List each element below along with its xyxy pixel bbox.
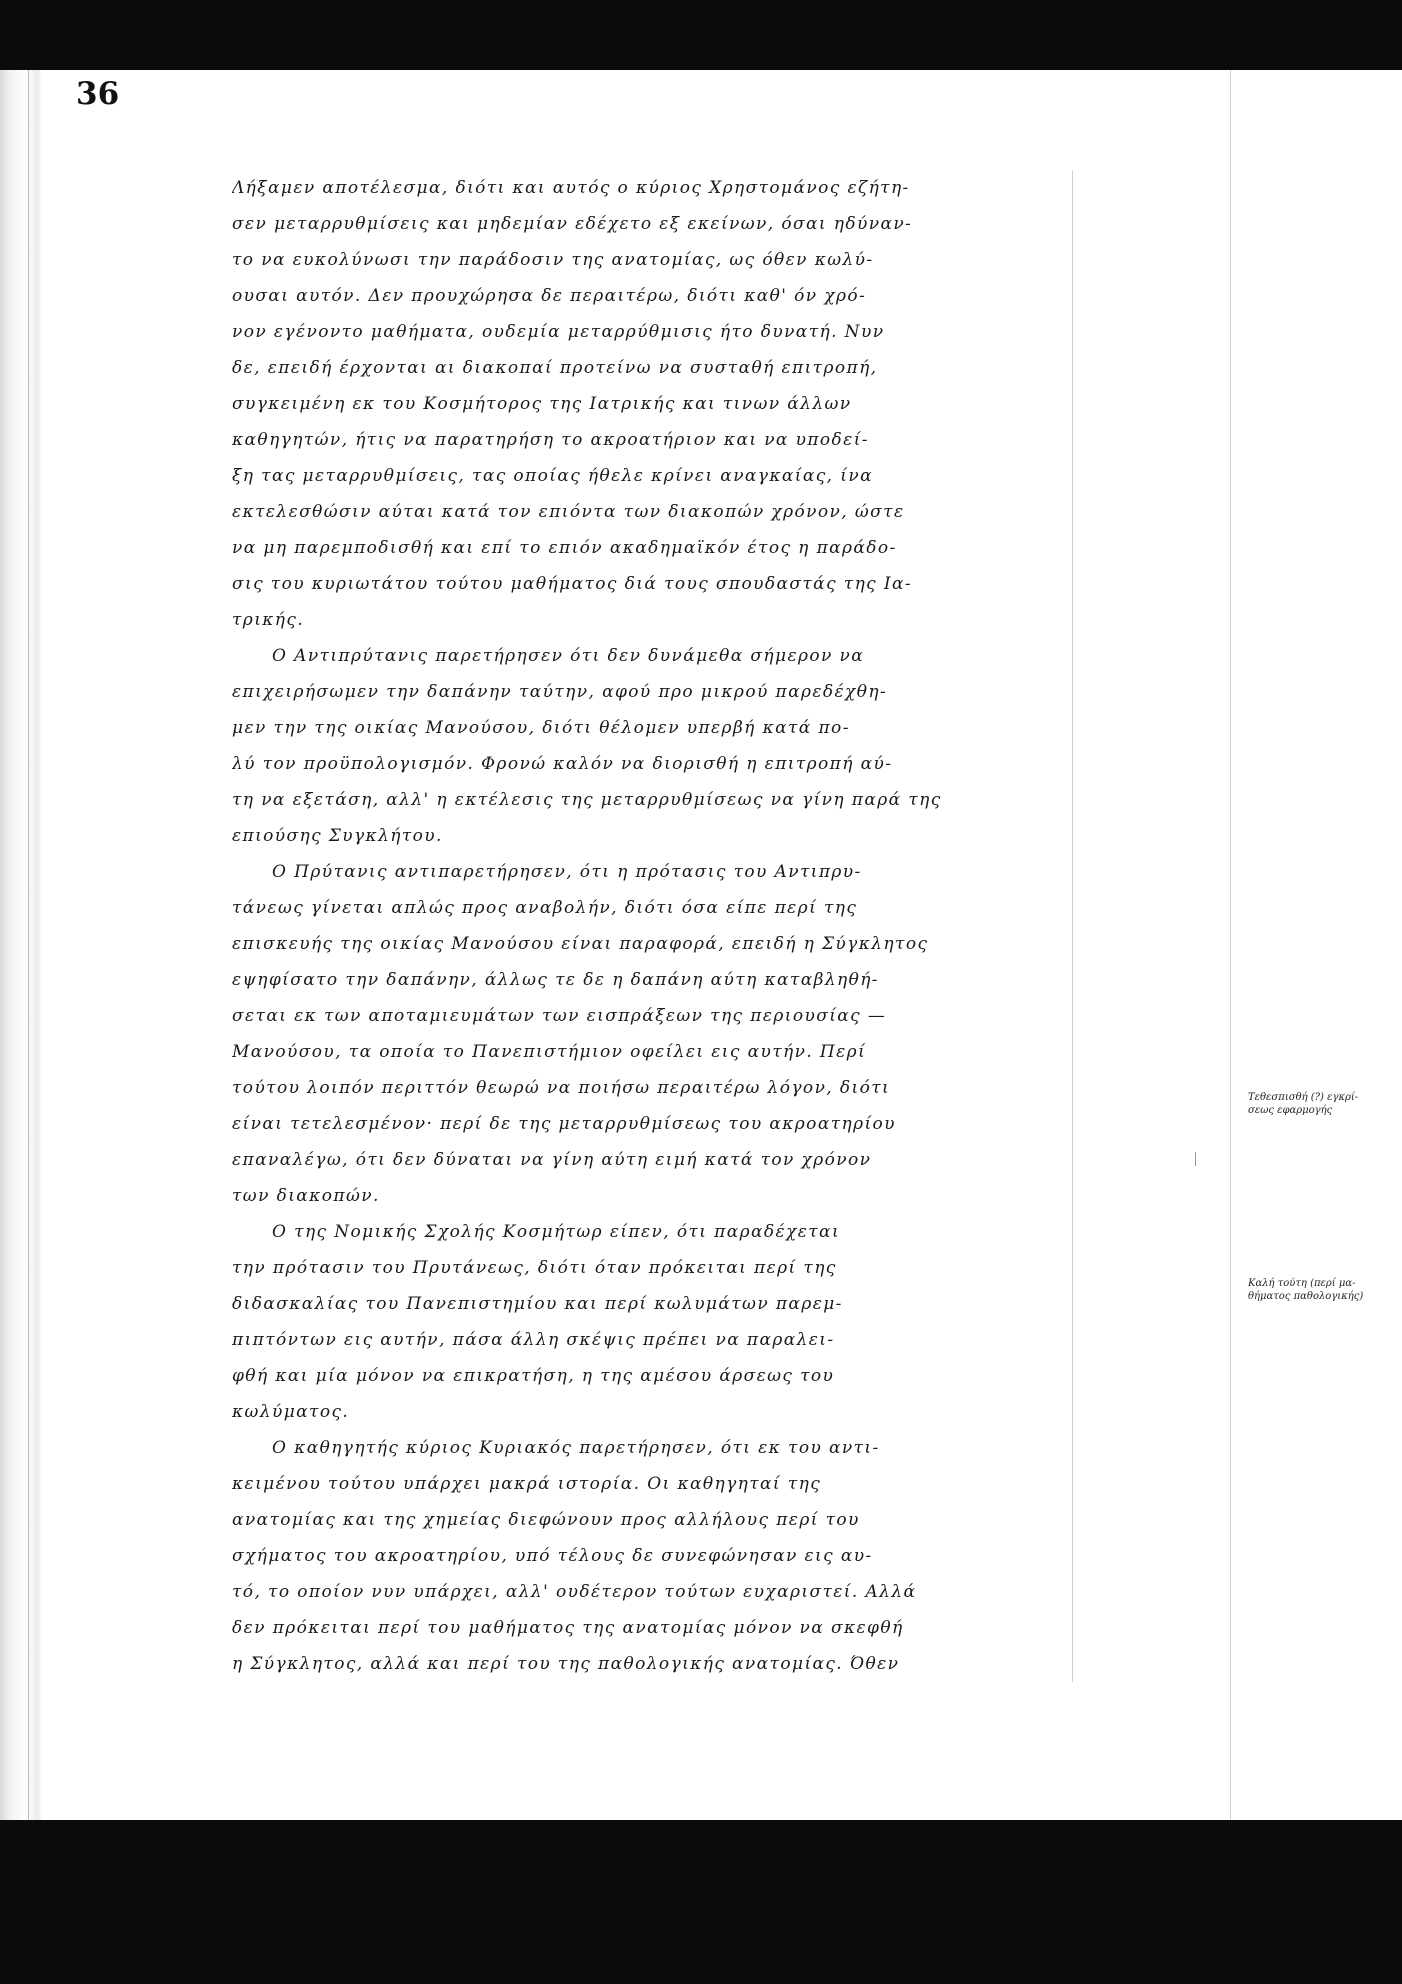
- manuscript-line: δε, επειδή έρχονται αι διακοπαί προτείνω να συσταθή επιτροπή,: [232, 358, 878, 378]
- manuscript-line: σχήματος του ακροατηρίου, υπό τέλους δε συνεφώνησαν εις αυ-: [232, 1546, 873, 1566]
- margin-mark: [1195, 1152, 1196, 1166]
- manuscript-line: ξη τας μεταρρυθμίσεις, τας οποίας ήθελε κρίνει αναγκαίας, ίνα: [232, 466, 873, 486]
- manuscript-line: είναι τετελεσμένον· περί δε της μεταρρυθμίσεως του ακροατηρίου: [232, 1114, 896, 1134]
- manuscript-line: τη να εξετάση, αλλ' η εκτέλεσις της μεταρρυθμίσεως να γίνη παρά της: [232, 790, 942, 810]
- manuscript-line: τρικής.: [232, 610, 305, 630]
- scan-top-border: [0, 0, 1402, 70]
- manuscript-line: την πρότασιν του Πρυτάνεως, διότι όταν πρόκειται περί της: [232, 1258, 837, 1278]
- manuscript-line: να μη παρεμποδισθή και επί το επιόν ακαδημαϊκόν έτος η παράδο-: [232, 538, 897, 558]
- margin-note-1: [1248, 1091, 1402, 1117]
- manuscript-line: επαναλέγω, ότι δεν δύναται να γίνη αύτη ειμή κατά τον χρόνον: [232, 1150, 872, 1170]
- manuscript-line: η Σύγκλητος, αλλά και περί του της παθολογικής ανατομίας. Όθεν: [232, 1654, 900, 1674]
- manuscript-line: Λήξαμεν αποτέλεσμα, διότι και αυτός ο κύριος Χρηστομάνος εζήτη-: [232, 178, 910, 198]
- manuscript-line: Ο καθηγητής κύριος Κυριακός παρετήρησεν, ότι εκ του αντι-: [272, 1438, 880, 1458]
- manuscript-line: Ο Πρύτανις αντιπαρετήρησεν, ότι η πρότασις του Αντιπρυ-: [272, 862, 862, 882]
- handwritten-text-block: [232, 170, 1073, 1682]
- manuscript-line: σεν μεταρρυθμίσεις και μηδεμίαν εδέχετο εξ εκείνων, όσαι ηδύναν-: [232, 214, 913, 234]
- manuscript-line: φθή και μία μόνον να επικρατήση, η της αμέσου άρσεως του: [232, 1366, 835, 1386]
- manuscript-line: κειμένου τούτου υπάρχει μακρά ιστορία. Οι καθηγηταί της: [232, 1474, 822, 1494]
- manuscript-line: επιχειρήσωμεν την δαπάνην ταύτην, αφού προ μικρού παρεδέχθη-: [232, 682, 888, 702]
- manuscript-line: νον εγένοντο μαθήματα, ουδεμία μεταρρύθμισις ήτο δυνατή. Νυν: [232, 322, 885, 342]
- manuscript-line: λύ τον προϋπολογισμόν. Φρονώ καλόν να διορισθή η επιτροπή αύ-: [232, 754, 893, 774]
- manuscript-line: κωλύματος.: [232, 1402, 350, 1422]
- manuscript-line: Ο της Νομικής Σχολής Κοσμήτωρ είπεν, ότι παραδέχεται: [272, 1222, 841, 1242]
- manuscript-line: τούτου λοιπόν περιττόν θεωρώ να ποιήσω περαιτέρω λόγον, διότι: [232, 1078, 891, 1098]
- manuscript-line: ανατομίας και της χημείας διεφώνουν προς αλλήλους περί του: [232, 1510, 860, 1530]
- manuscript-line: τάνεως γίνεται απλώς προς αναβολήν, διότι όσα είπε περί της: [232, 898, 858, 918]
- margin-note-line: Τεθεσπισθή (?) εγκρί-: [1248, 1092, 1359, 1103]
- manuscript-line: επιούσης Συγκλήτου.: [232, 826, 443, 846]
- page-number: 36: [76, 76, 120, 112]
- manuscript-line: μεν την της οικίας Μανούσου, διότι θέλομεν υπερβή κατά πο-: [232, 718, 850, 738]
- manuscript-line: τό, το οποίον νυν υπάρχει, αλλ' ουδέτερον τούτων ευχαριστεί. Αλλά: [232, 1582, 917, 1602]
- scan-binding-edge: [0, 70, 42, 1820]
- manuscript-line: ουσαι αυτόν. Δεν προυχώρησα δε περαιτέρω, διότι καθ' όν χρό-: [232, 286, 867, 306]
- manuscript-line: συγκειμένη εκ του Κοσμήτορος της Ιατρικής και τινων άλλων: [232, 394, 852, 414]
- manuscript-line: δεν πρόκειται περί του μαθήματος της ανατομίας μόνον να σκεφθή: [232, 1618, 904, 1638]
- manuscript-line: επισκευής της οικίας Μανούσου είναι παραφορά, επειδή η Σύγκλητος: [232, 934, 929, 954]
- margin-note-line: Καλή τούτη (περί μα-: [1248, 1278, 1356, 1289]
- manuscript-line: διδασκαλίας του Πανεπιστημίου και περί κωλυμάτων παρεμ-: [232, 1294, 843, 1314]
- margin-note-line: θήματος παθολογικής): [1248, 1291, 1364, 1302]
- margin-note-line: σεως εφαρμογής: [1248, 1105, 1333, 1116]
- manuscript-line: εκτελεσθώσιν αύται κατά τον επιόντα των διακοπών χρόνον, ώστε: [232, 502, 905, 522]
- manuscript-line: Μανούσου, τα οποία το Πανεπιστήμιον οφείλει εις αυτήν. Περί: [232, 1042, 867, 1062]
- manuscript-line: των διακοπών.: [232, 1186, 380, 1206]
- manuscript-line: Ο Αντιπρύτανις παρετήρησεν ότι δεν δυνάμεθα σήμερον να: [272, 646, 865, 666]
- manuscript-line: πιπτόντων εις αυτήν, πάσα άλλη σκέψις πρέπει να παραλει-: [232, 1330, 835, 1350]
- manuscript-line: το να ευκολύνωσι την παράδοσιν της ανατομίας, ως όθεν κωλύ-: [232, 250, 874, 270]
- manuscript-line: σις του κυριωτάτου τούτου μαθήματος διά τους σπουδαστάς της Ια-: [232, 574, 913, 594]
- margin-note-2: [1248, 1277, 1402, 1303]
- page-right-edge: [1230, 70, 1231, 1820]
- manuscript-line: καθηγητών, ήτις να παρατηρήση το ακροατήριον και να υποδεί-: [232, 430, 869, 450]
- manuscript-line: σεται εκ των αποταμιευμάτων των εισπράξεων της περιουσίας —: [232, 1006, 887, 1026]
- scan-bottom-border: [0, 1820, 1402, 1984]
- manuscript-line: εψηφίσατο την δαπάνην, άλλως τε δε η δαπάνη αύτη καταβληθή-: [232, 970, 879, 990]
